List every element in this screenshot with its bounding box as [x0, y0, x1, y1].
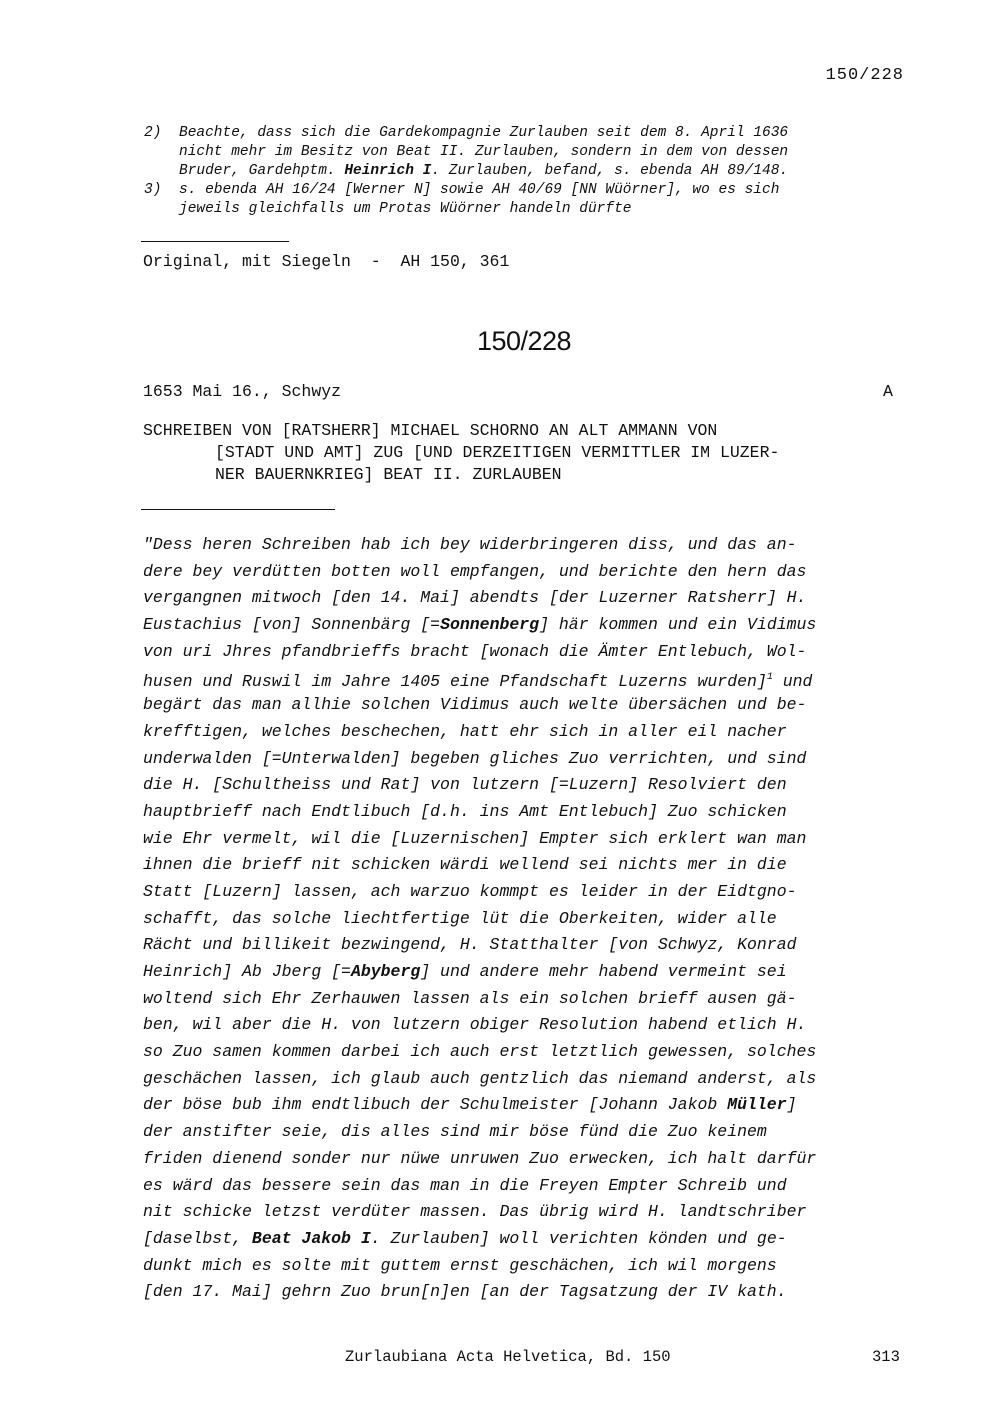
body-line: Eustachius [von] Sonnenbärg [=Sonnenberg] här kommen und ein Vidimus: [143, 615, 817, 635]
body-line: nit schicke letzst verdüter massen. Das übrig wird H. landtschriber: [143, 1202, 807, 1222]
body-line: der böse bub ihm endtlibuch der Schulmeister [Johann Jakob Müller]: [143, 1095, 797, 1115]
body-line: schafft, das solche liechtfertige lüt die Oberkeiten, wider alle: [143, 908, 777, 928]
document-title-line: [STADT UND AMT] ZUG [UND DERZEITIGEN VERMITTLER IM LUZER-: [215, 443, 780, 462]
body-line: woltend sich Ehr Zerhauwen lassen als ein solchen brieff ausen gä-: [143, 988, 797, 1008]
footnote-marker: 2): [144, 125, 162, 141]
body-line: wie Ehr vermelt, wil die [Luzernischen] Empter sich erklert wan man: [143, 828, 807, 848]
document-title-line: SCHREIBEN VON [RATSHERR] MICHAEL SCHORNO AN ALT AMMANN VON: [143, 421, 718, 440]
date-place: 1653 Mai 16., Schwyz: [143, 382, 342, 401]
body-line: ihnen die brieff nit schicken wärdi wellend sei nichts mer in die: [143, 855, 787, 875]
page-number: 313: [872, 1348, 900, 1366]
page-header-number: 150/228: [825, 66, 904, 85]
body-line: dunkt mich es solte mit guttem ernst geschächen, ich wil morgens: [143, 1255, 777, 1275]
footnote-reference: 1: [766, 672, 773, 684]
body-line: dere bey verdütten botten woll empfangen, und berichte den hern das: [143, 561, 807, 581]
letter-body: [143, 532, 913, 1306]
body-line: [den 17. Mai] gehrn Zuo brun[n]en [an der Tagsatzung der IV kath.: [143, 1282, 787, 1302]
document-title-line: NER BAUERNKRIEG] BEAT II. ZURLAUBEN: [215, 465, 562, 484]
body-line: Heinrich] Ab Jberg [=Abyberg] und andere mehr habend vermeint sei: [143, 962, 787, 981]
body-line: husen und Ruswil im Jahre 1405 eine Pfandschaft Luzerns wurden]$^1$ und: [143, 672, 813, 692]
person-name: Heinrich I: [344, 163, 432, 179]
body-line: es wärd das bessere sein das man in die Freyen Empter Schreib und: [143, 1175, 787, 1195]
body-line: geschächen lassen, ich glaub auch gentzlich das niemand anderst, als: [143, 1068, 817, 1088]
footnote-line: jeweils gleichfalls um Protas Wüörner handeln dürfte: [179, 201, 632, 217]
body-line: der anstifter seie, dis alles sind mir böse fünd die Zuo keinem: [143, 1122, 767, 1142]
footnote-line: nicht mehr im Besitz von Beat II. Zurlauben, sondern in dem von dessen: [179, 144, 789, 160]
body-line: hauptbrieff nach Endtlibuch [d.h. ins Amt Entlebuch] Zuo schicken: [143, 801, 787, 821]
title-divider: [141, 509, 335, 510]
body-line: krefftigen, welches beschechen, hatt ehr sich in aller eil nacher: [143, 721, 787, 741]
footnote-line: s. ebenda AH 16/24 [Werner N] sowie AH 40/69 [NN Wüörner], wo es sich: [179, 182, 780, 198]
body-line: vergangnen mitwoch [den 14. Mai] abendts [der Luzerner Ratsherr] H.: [143, 588, 807, 608]
document-number: 150/228: [476, 326, 572, 356]
footnote-line: Bruder, Gardehptm. Heinrich I. Zurlauben, befand, s. ebenda AH 89/148.: [179, 163, 789, 179]
body-line: "Dess heren Schreiben hab ich bey widerbringeren diss, und das an-: [143, 535, 797, 554]
body-line: underwalden [=Unterwalden] begeben gliches Zuo verrichten, und sind: [143, 748, 807, 768]
body-line: von uri Jhres pfandbrieffs bracht [wonach die Ämter Entlebuch, Wol-: [143, 641, 807, 661]
source-note: Original, mit Siegeln - AH 150, 361: [143, 252, 510, 271]
footnote-marker: 3): [144, 182, 162, 198]
footnote-divider: [141, 241, 289, 242]
body-line: Rächt und billikeit bezwingend, H. Statthalter [von Schwyz, Konrad: [143, 935, 797, 955]
body-line: begärt das man allhie solchen Vidimus auch welte übersächen und be-: [143, 695, 807, 715]
person-name: Beat Jakob I: [251, 1228, 371, 1248]
footnote-line: Beachte, dass sich die Gardekompagnie Zurlauben seit dem 8. April 1636: [179, 125, 789, 141]
body-line: die H. [Schultheiss und Rat] von lutzern [=Luzern] Resolviert den: [143, 775, 787, 795]
body-line: so Zuo samen kommen darbei ich auch erst letztlich gewessen, solches: [143, 1042, 817, 1062]
footnote-text: [179, 181, 909, 219]
publication-footer: Zurlaubiana Acta Helvetica, Bd. 150: [345, 1348, 671, 1366]
body-line: friden dienend sonder nur nüwe unruwen Zuo erwecken, ich halt darfür: [143, 1148, 817, 1168]
body-line: [daselbst, Beat Jakob I. Zurlauben] woll verichten könden und ge-: [143, 1228, 787, 1248]
person-name: Müller: [727, 1095, 787, 1115]
body-line: ben, wil aber die H. von lutzern obiger Resolution habend etlich H.: [143, 1015, 807, 1035]
footnote-text: [179, 124, 909, 181]
person-name: Sonnenberg: [440, 615, 540, 635]
document-category: A: [883, 382, 893, 401]
body-line: Statt [Luzern] lassen, ach warzuo kommpt es leider in der Eidtgno-: [143, 881, 797, 901]
person-name: Abyberg: [350, 962, 421, 981]
